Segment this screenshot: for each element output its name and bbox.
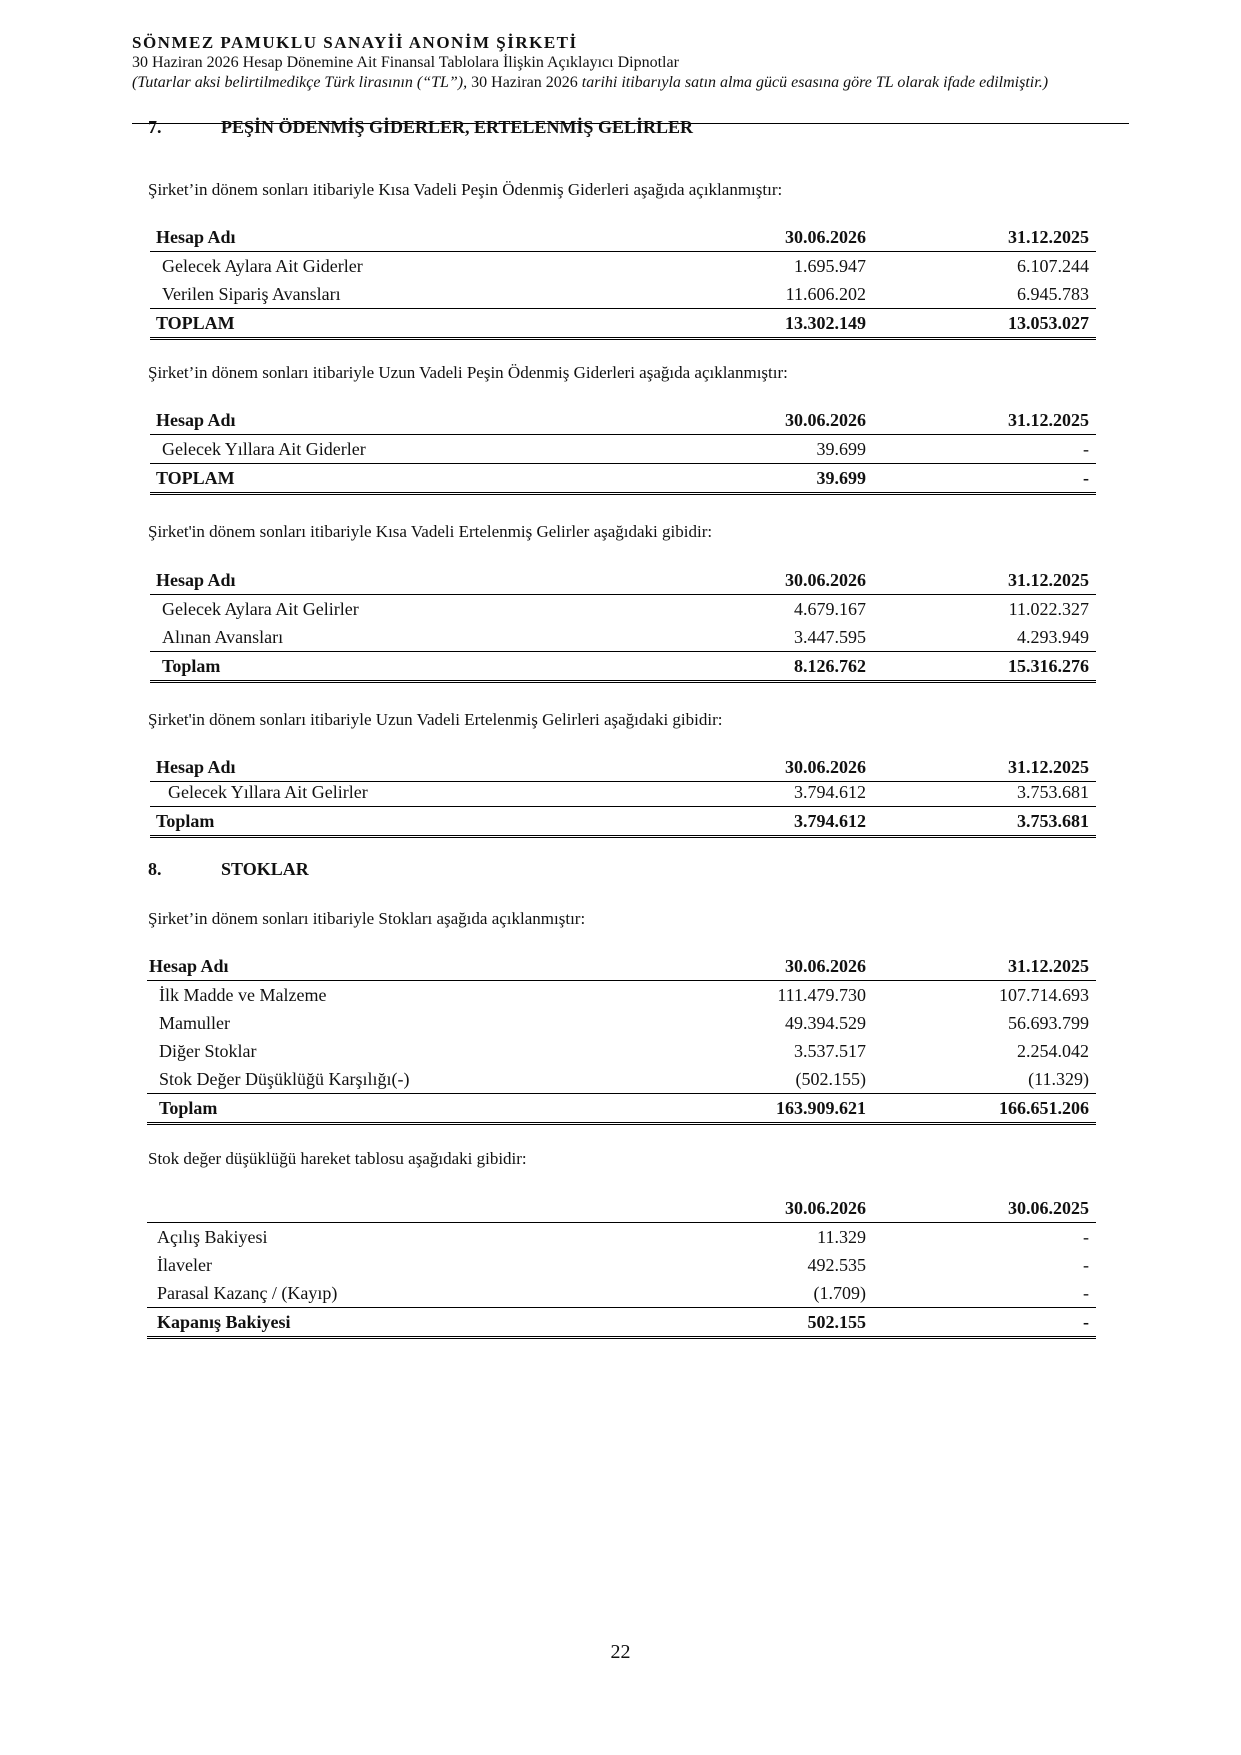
header-period-2: 31.12.2025 [1008,757,1089,777]
header-account: Hesap Adı [156,570,236,590]
row-label: Açılış Bakiyesi [157,1227,268,1247]
total-label: Toplam [162,656,221,676]
row-value-2: (11.329) [1028,1069,1089,1089]
row-value-2: 3.753.681 [1017,782,1089,802]
header-account: Hesap Adı [156,227,236,247]
total-value-1: 13.302.149 [785,313,866,333]
table-row [147,1251,1096,1279]
header-period-2: 31.12.2025 [1008,227,1089,247]
row-value-1: 11.329 [817,1227,866,1247]
table-row [147,981,1096,1009]
table-header [147,952,1096,981]
total-row [150,463,1096,495]
row-value-1: 3.537.517 [794,1041,866,1061]
row-value-1: 3.447.595 [794,627,866,647]
table-header [150,406,1096,435]
short-term-deferred-income-table [150,566,1096,683]
table-row [147,1037,1096,1065]
section-7-number: 7. [148,117,162,137]
total-value-2: 3.753.681 [1017,811,1089,831]
currency-note-part2: 30 Haziran 2026 [467,74,582,91]
table-row [147,1223,1096,1251]
row-value-2: - [1083,1283,1089,1303]
row-label: Gelecek Aylara Ait Gelirler [162,599,359,619]
section-8-title: STOKLAR [221,859,309,879]
total-value-2: - [1083,1312,1089,1332]
report-subtitle: 30 Haziran 2026 Hesap Dönemine Ait Finansal Tablolara İlişkin Açıklayıcı Dipnotlar [132,54,679,71]
row-value-1: 49.394.529 [785,1013,866,1033]
row-label: Stok Değer Düşüklüğü Karşılığı(-) [159,1069,410,1089]
row-value-1: (502.155) [795,1069,866,1089]
section-7-title: PEŞİN ÖDENMİŞ GİDERLER, ERTELENMİŞ GELİRLER [221,117,693,137]
table-row [150,435,1096,463]
row-label: Mamuller [159,1013,230,1033]
table-row [147,1009,1096,1037]
currency-note-part3: tarihi itibarıyla satın alma gücü esasına göre TL olarak ifade edilmiştir.) [581,74,1049,91]
table-2-intro: Şirket’in dönem sonları itibariyle Uzun Vadeli Peşin Ödenmiş Giderleri aşağıda açıklanmıştır: [148,363,788,382]
table-row [150,782,1096,806]
total-value-1: 39.699 [816,468,866,488]
total-row [150,308,1096,340]
total-value-2: 15.316.276 [1008,656,1089,676]
total-row [147,1307,1096,1339]
row-value-2: 6.945.783 [1017,284,1089,304]
row-value-2: 11.022.327 [1008,599,1089,619]
header-period-1: 30.06.2026 [785,757,866,777]
row-value-1: 1.695.947 [794,256,866,276]
total-label: Toplam [156,811,215,831]
total-label: TOPLAM [156,313,235,333]
total-row [147,1093,1096,1125]
row-value-1: 4.679.167 [794,599,866,619]
row-label: Gelecek Yıllara Ait Gelirler [168,782,368,802]
row-label: Parasal Kazanç / (Kayıp) [157,1283,338,1303]
table-1-intro: Şirket’in dönem sonları itibariyle Kısa Vadeli Peşin Ödenmiş Giderleri aşağıda açıklanmıştır: [148,180,783,199]
long-term-prepaid-expenses-table [150,406,1096,495]
table-3-intro: Şirket'in dönem sonları itibariyle Kısa Vadeli Ertelenmiş Gelirler aşağıdaki gibidir: [148,522,713,541]
total-row [150,651,1096,683]
row-value-1: 3.794.612 [794,782,866,802]
total-value-1: 163.909.621 [776,1098,866,1118]
total-value-1: 3.794.612 [794,811,866,831]
table-row [150,252,1096,280]
row-label: Alınan Avansları [162,627,284,647]
header-period-2: 31.12.2025 [1008,410,1089,430]
row-value-2: 6.107.244 [1017,256,1089,276]
section-8-heading [148,859,309,880]
table-4-intro: Şirket'in dönem sonları itibariyle Uzun Vadeli Ertelenmiş Gelirleri aşağıdaki gibidir: [148,710,723,729]
total-value-2: 13.053.027 [1008,313,1089,333]
page-number: 22 [610,1641,631,1663]
table-6-intro: Stok değer düşüklüğü hareket tablosu aşağıdaki gibidir: [148,1149,527,1168]
table-row [150,595,1096,623]
row-label: Gelecek Aylara Ait Giderler [162,256,363,276]
header-period-2: 31.12.2025 [1008,956,1089,976]
header-period-1: 30.06.2026 [785,956,866,976]
table-5-intro: Şirket’in dönem sonları itibariyle Stokları aşağıda açıklanmıştır: [148,909,586,928]
table-header [150,566,1096,595]
total-value-1: 502.155 [807,1312,866,1332]
header-period-2: 30.06.2025 [1008,1198,1089,1218]
table-row [150,280,1096,308]
short-term-prepaid-expenses-table [150,223,1096,340]
row-value-1: 492.535 [807,1255,866,1275]
row-value-2: - [1083,1227,1089,1247]
row-value-2: - [1083,439,1089,459]
header-period-1: 30.06.2026 [785,570,866,590]
row-value-2: 107.714.693 [999,985,1089,1005]
inventories-table [147,952,1096,1125]
impairment-movement-table [147,1194,1096,1339]
header-period-1: 30.06.2026 [785,410,866,430]
company-name: SÖNMEZ PAMUKLU SANAYİİ ANONİM ŞİRKETİ [132,33,578,52]
row-value-2: - [1083,1255,1089,1275]
row-label: Gelecek Yıllara Ait Giderler [162,439,366,459]
row-label: Verilen Sipariş Avansları [162,284,341,304]
header-account: Hesap Adı [149,956,229,976]
table-header [147,1194,1096,1223]
table-header [150,753,1096,782]
total-value-1: 8.126.762 [794,656,866,676]
row-value-1: 39.699 [816,439,866,459]
row-value-1: (1.709) [813,1283,866,1303]
total-row [150,806,1096,838]
header-period-1: 30.06.2026 [785,227,866,247]
row-value-2: 2.254.042 [1017,1041,1089,1061]
table-header [150,223,1096,252]
row-label: Diğer Stoklar [159,1041,257,1061]
row-label: İlaveler [157,1255,212,1275]
total-value-2: 166.651.206 [999,1098,1089,1118]
row-value-1: 11.606.202 [785,284,866,304]
section-7-heading [148,117,693,138]
table-row [147,1279,1096,1307]
total-value-2: - [1083,468,1089,488]
currency-note [132,73,1127,93]
table-row [147,1065,1096,1093]
header-account: Hesap Adı [156,757,236,777]
long-term-deferred-income-table [150,753,1096,838]
row-value-2: 56.693.799 [1008,1013,1089,1033]
currency-note-part1: (Tutarlar aksi belirtilmedikçe Türk lirasının (“TL”), [132,74,468,91]
total-label: Toplam [159,1098,218,1118]
total-label: Kapanış Bakiyesi [157,1312,291,1332]
table-row [150,623,1096,651]
row-value-1: 111.479.730 [777,985,866,1005]
header-period-2: 31.12.2025 [1008,570,1089,590]
row-value-2: 4.293.949 [1017,627,1089,647]
section-8-number: 8. [148,859,162,879]
header-period-1: 30.06.2026 [785,1198,866,1218]
total-label: TOPLAM [156,468,235,488]
page-header [132,33,1127,93]
row-label: İlk Madde ve Malzeme [159,985,327,1005]
header-account: Hesap Adı [156,410,236,430]
